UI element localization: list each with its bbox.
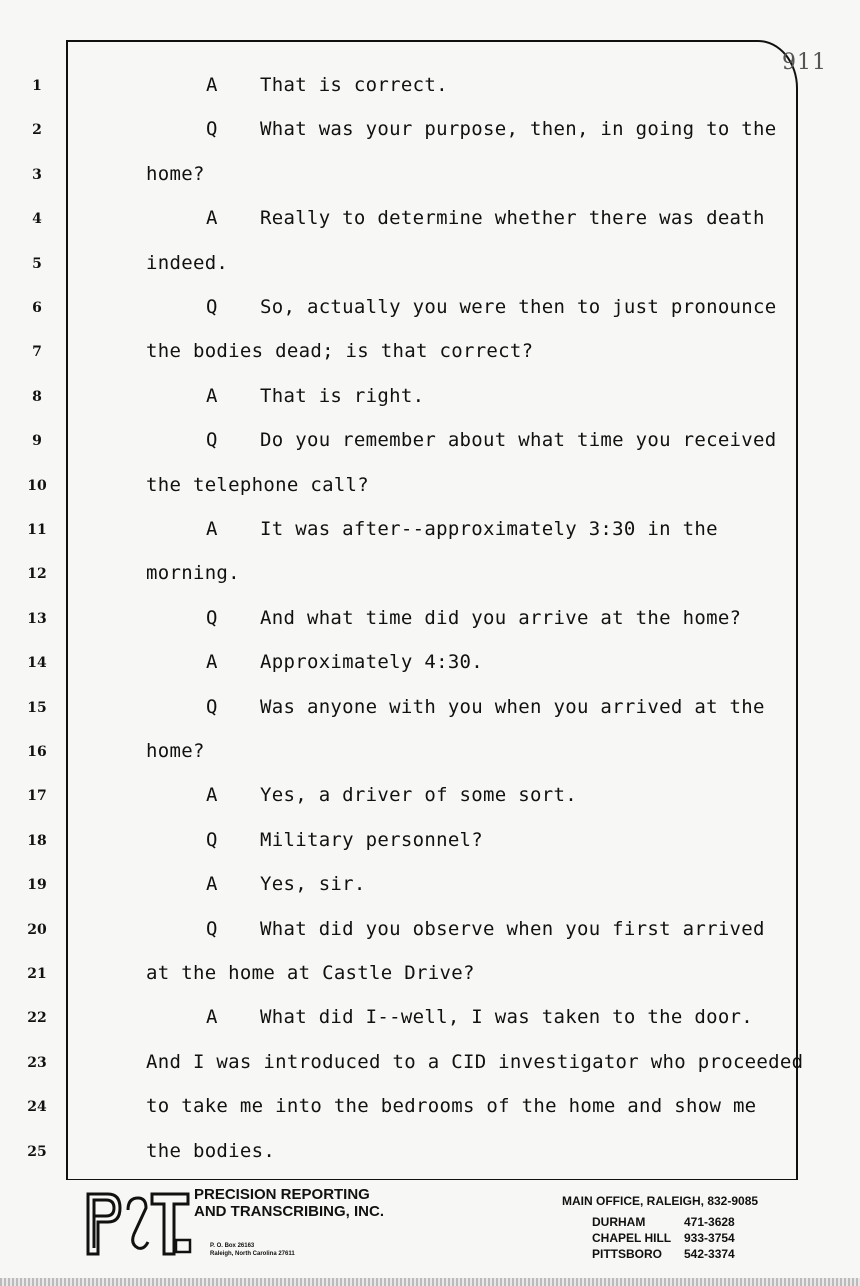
office-row — [592, 1214, 735, 1230]
line-text: to take me into the bedrooms of the home and show me — [146, 1095, 757, 1118]
line-text: morning. — [146, 562, 240, 585]
speaker-label: Q — [206, 917, 218, 940]
line-number: 1 — [32, 78, 42, 94]
line-text: Yes, sir. — [260, 873, 366, 896]
line-number: 16 — [27, 744, 47, 760]
line-number: 20 — [27, 921, 47, 938]
transcript-line — [206, 829, 483, 851]
company-address — [210, 1242, 295, 1258]
company-line-1: PRECISION REPORTING — [194, 1186, 370, 1203]
line-number: 12 — [27, 566, 47, 583]
line-number: 8 — [32, 388, 42, 405]
speaker-label: A — [206, 384, 218, 407]
transcript-line — [146, 1051, 803, 1073]
office-row — [592, 1230, 735, 1246]
transcript-line — [206, 651, 483, 673]
line-number: 5 — [32, 255, 42, 272]
transcript-line — [146, 252, 228, 274]
line-text: at the home at Castle Drive? — [146, 962, 475, 984]
transcript-line — [206, 429, 777, 451]
line-number: 15 — [27, 699, 47, 716]
line-number: 7 — [32, 344, 42, 361]
transcript-line — [206, 518, 718, 540]
line-number: 4 — [32, 211, 42, 228]
main-office: MAIN OFFICE, RALEIGH, 832-9085 — [562, 1194, 759, 1208]
line-text: So, actually you were then to just pronounce — [260, 296, 777, 318]
transcript-line — [206, 1006, 753, 1028]
line-text: That is right. — [260, 384, 425, 407]
address-line-2: Raleigh, North Carolina 27611 — [210, 1251, 295, 1257]
footer — [0, 1182, 860, 1286]
speaker-label: A — [206, 518, 218, 540]
transcript-line — [146, 740, 205, 762]
office-city: PITTSBORO — [592, 1247, 663, 1261]
office-phone: 542-3374 — [684, 1247, 735, 1261]
line-text: Military personnel? — [260, 828, 484, 851]
speaker-label: Q — [206, 296, 218, 318]
line-number: 11 — [27, 522, 47, 538]
speaker-label: Q — [206, 118, 218, 141]
transcript-line — [206, 296, 777, 318]
speaker-label: Q — [206, 606, 218, 629]
transcript-line — [206, 873, 366, 895]
line-number: 21 — [27, 966, 47, 982]
speaker-label: Q — [206, 429, 218, 452]
company-line-2: AND TRANSCRIBING, INC. — [194, 1203, 384, 1220]
office-city: CHAPEL HILL — [592, 1231, 672, 1245]
scan-edge — [0, 1278, 860, 1286]
speaker-label: A — [206, 1006, 218, 1029]
line-text: Really to determine whether there was death — [260, 207, 765, 230]
line-text: home? — [146, 740, 205, 762]
transcript-line — [206, 74, 448, 96]
line-text: What was your purpose, then, in going to the — [260, 118, 777, 141]
transcript-line — [146, 962, 475, 984]
office-phone: 471-3628 — [684, 1215, 735, 1229]
line-text: the bodies dead; is that correct? — [146, 340, 534, 363]
speaker-label: Q — [206, 828, 218, 851]
line-text: the bodies. — [146, 1139, 276, 1162]
transcript-line — [206, 918, 765, 940]
speaker-label: Q — [206, 695, 218, 718]
line-text: That is correct. — [260, 74, 448, 96]
transcript-line — [206, 607, 741, 629]
transcript-line — [206, 118, 777, 140]
line-text: Was anyone with you when you arrived at the — [260, 695, 765, 718]
line-number: 18 — [27, 832, 47, 849]
line-number: 13 — [27, 610, 47, 627]
speaker-label: A — [206, 74, 218, 96]
office-row — [592, 1246, 735, 1262]
transcript-line — [146, 1140, 275, 1162]
line-number: 25 — [27, 1143, 47, 1160]
company-name — [194, 1186, 384, 1220]
line-number: 23 — [27, 1054, 47, 1071]
transcript-line — [206, 207, 765, 229]
line-number: 3 — [32, 166, 42, 183]
transcript-line — [146, 340, 533, 362]
transcript-line — [206, 784, 577, 806]
speaker-label: A — [206, 873, 218, 896]
office-phone: 933-3754 — [684, 1231, 735, 1245]
line-number: 2 — [32, 122, 42, 139]
company-logo — [84, 1188, 192, 1258]
line-text: the telephone call? — [146, 473, 370, 496]
line-text: And I was introduced to a CID investigator who proceeded — [146, 1050, 804, 1073]
line-text: It was after--approximately 3:30 in the — [260, 518, 718, 540]
line-number: 10 — [27, 477, 47, 494]
line-text: indeed. — [146, 251, 229, 274]
line-number: 22 — [27, 1010, 47, 1027]
line-text: Yes, a driver of some sort. — [260, 784, 577, 807]
line-number: 24 — [27, 1099, 47, 1116]
transcript-line — [146, 163, 205, 185]
office-list — [592, 1214, 735, 1262]
transcript-line — [206, 385, 424, 407]
line-text: Do you remember about what time you received — [260, 429, 777, 452]
office-city: DURHAM — [592, 1215, 646, 1229]
line-text: What did I--well, I was taken to the door. — [260, 1006, 754, 1029]
speaker-label: A — [206, 651, 218, 674]
line-number: 17 — [27, 788, 47, 805]
speaker-label: A — [206, 207, 218, 230]
transcript-line — [206, 696, 765, 718]
line-text: Approximately 4:30. — [260, 651, 484, 674]
page-number: 911 — [782, 50, 827, 75]
transcript-line — [146, 474, 369, 496]
line-number: 14 — [27, 655, 47, 672]
line-text: What did you observe when you first arrived — [260, 917, 765, 940]
line-text: And what time did you arrive at the home? — [260, 606, 742, 629]
transcript-line — [146, 562, 240, 584]
line-number: 19 — [27, 877, 47, 894]
line-number: 9 — [32, 433, 42, 450]
line-text: home? — [146, 162, 205, 185]
line-number: 6 — [32, 300, 42, 316]
transcript-line — [146, 1095, 756, 1117]
address-line-1: P. O. Box 26163 — [210, 1243, 255, 1249]
speaker-label: A — [206, 784, 218, 807]
